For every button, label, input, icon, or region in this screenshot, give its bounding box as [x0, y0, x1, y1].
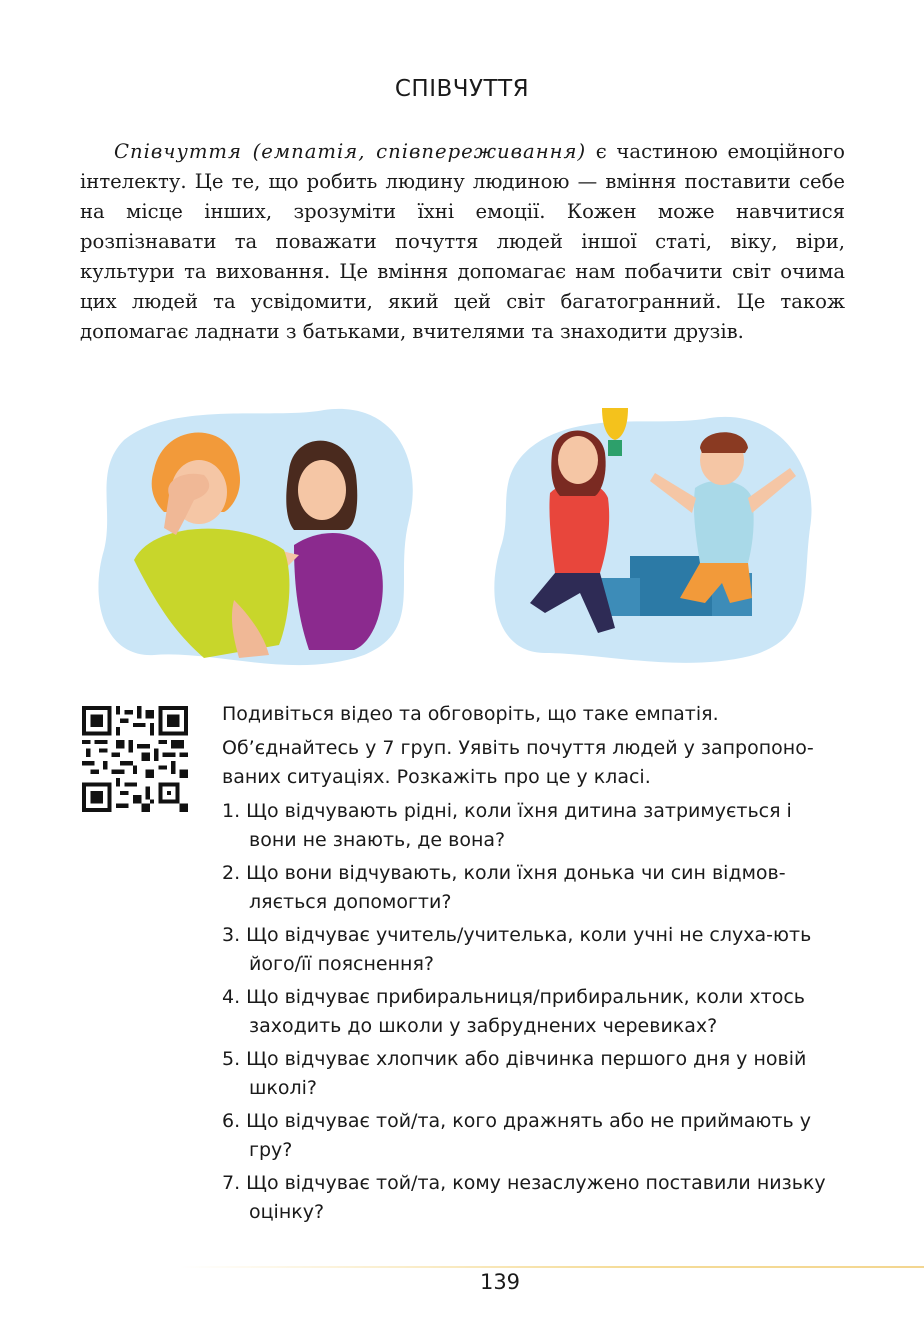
- list-item: 7. Що відчуває той/та, кому незаслужено поставили низьку оцінку?: [222, 1172, 826, 1223]
- list-item: 4. Що відчуває прибиральниця/прибиральник, коли хтось заходить до школи у забруднених черевиках?: [222, 986, 805, 1037]
- situation-list: [222, 797, 842, 1227]
- background-blob: [494, 417, 811, 663]
- boy-shirt: [694, 481, 754, 563]
- trophy-base: [608, 440, 622, 456]
- comforting-illustration: [94, 400, 424, 668]
- intro-text: є частиною емоційного інтелекту. Це те, що робить людину людиною — вміння поставити себе на місце інших, зрозуміти їхні емоції. Кожен може навчитися розпізнавати та поважати почуття людей іншої статі, віку, віри, культури та виховання. Це вміння допомагає нам побачити світ очима цих людей та усвідомити, який цей світ багатогранний. Це також допомагає ладнати з батьками, вчителями та знаходити друзів.: [80, 140, 845, 343]
- list-item: 5. Що відчуває хлопчик або дівчинка першого дня у новій школі?: [222, 1048, 807, 1099]
- list-item: 1. Що відчувають рідні, коли їхня дитина затримується і вони не знають, де вона?: [222, 800, 792, 851]
- purple-shirt: [294, 533, 383, 650]
- page-number: 139: [479, 1270, 521, 1294]
- page-title: СПІВЧУТТЯ: [394, 76, 530, 102]
- group-instruction: Об’єднайтесь у 7 груп. Уявіть почуття людей у запропоно-ваних ситуаціях. Розкажіть про це у класі.: [222, 737, 814, 788]
- video-instruction: Подивіться відео та обговоріть, що таке емпатія.: [222, 703, 719, 725]
- footer-divider: [180, 1266, 924, 1268]
- girl-face: [558, 436, 598, 484]
- list-item: 6. Що відчуває той/та, кого дражнять або не приймають у гру?: [222, 1110, 811, 1161]
- list-item: 3. Що відчуває учитель/учителька, коли учні не слуха-ють його/її пояснення?: [222, 924, 812, 975]
- qr-code[interactable]: [82, 706, 188, 812]
- list-item: 2. Що вони відчувають, коли їхня донька чи син відмов-ляється допомогти?: [222, 862, 786, 913]
- celebration-illustration: [490, 398, 820, 666]
- intro-paragraph: [80, 137, 845, 347]
- task-block: [222, 700, 842, 1231]
- worried-face: [298, 460, 346, 520]
- intro-term: Співчуття (емпатія, співпереживання): [114, 140, 587, 163]
